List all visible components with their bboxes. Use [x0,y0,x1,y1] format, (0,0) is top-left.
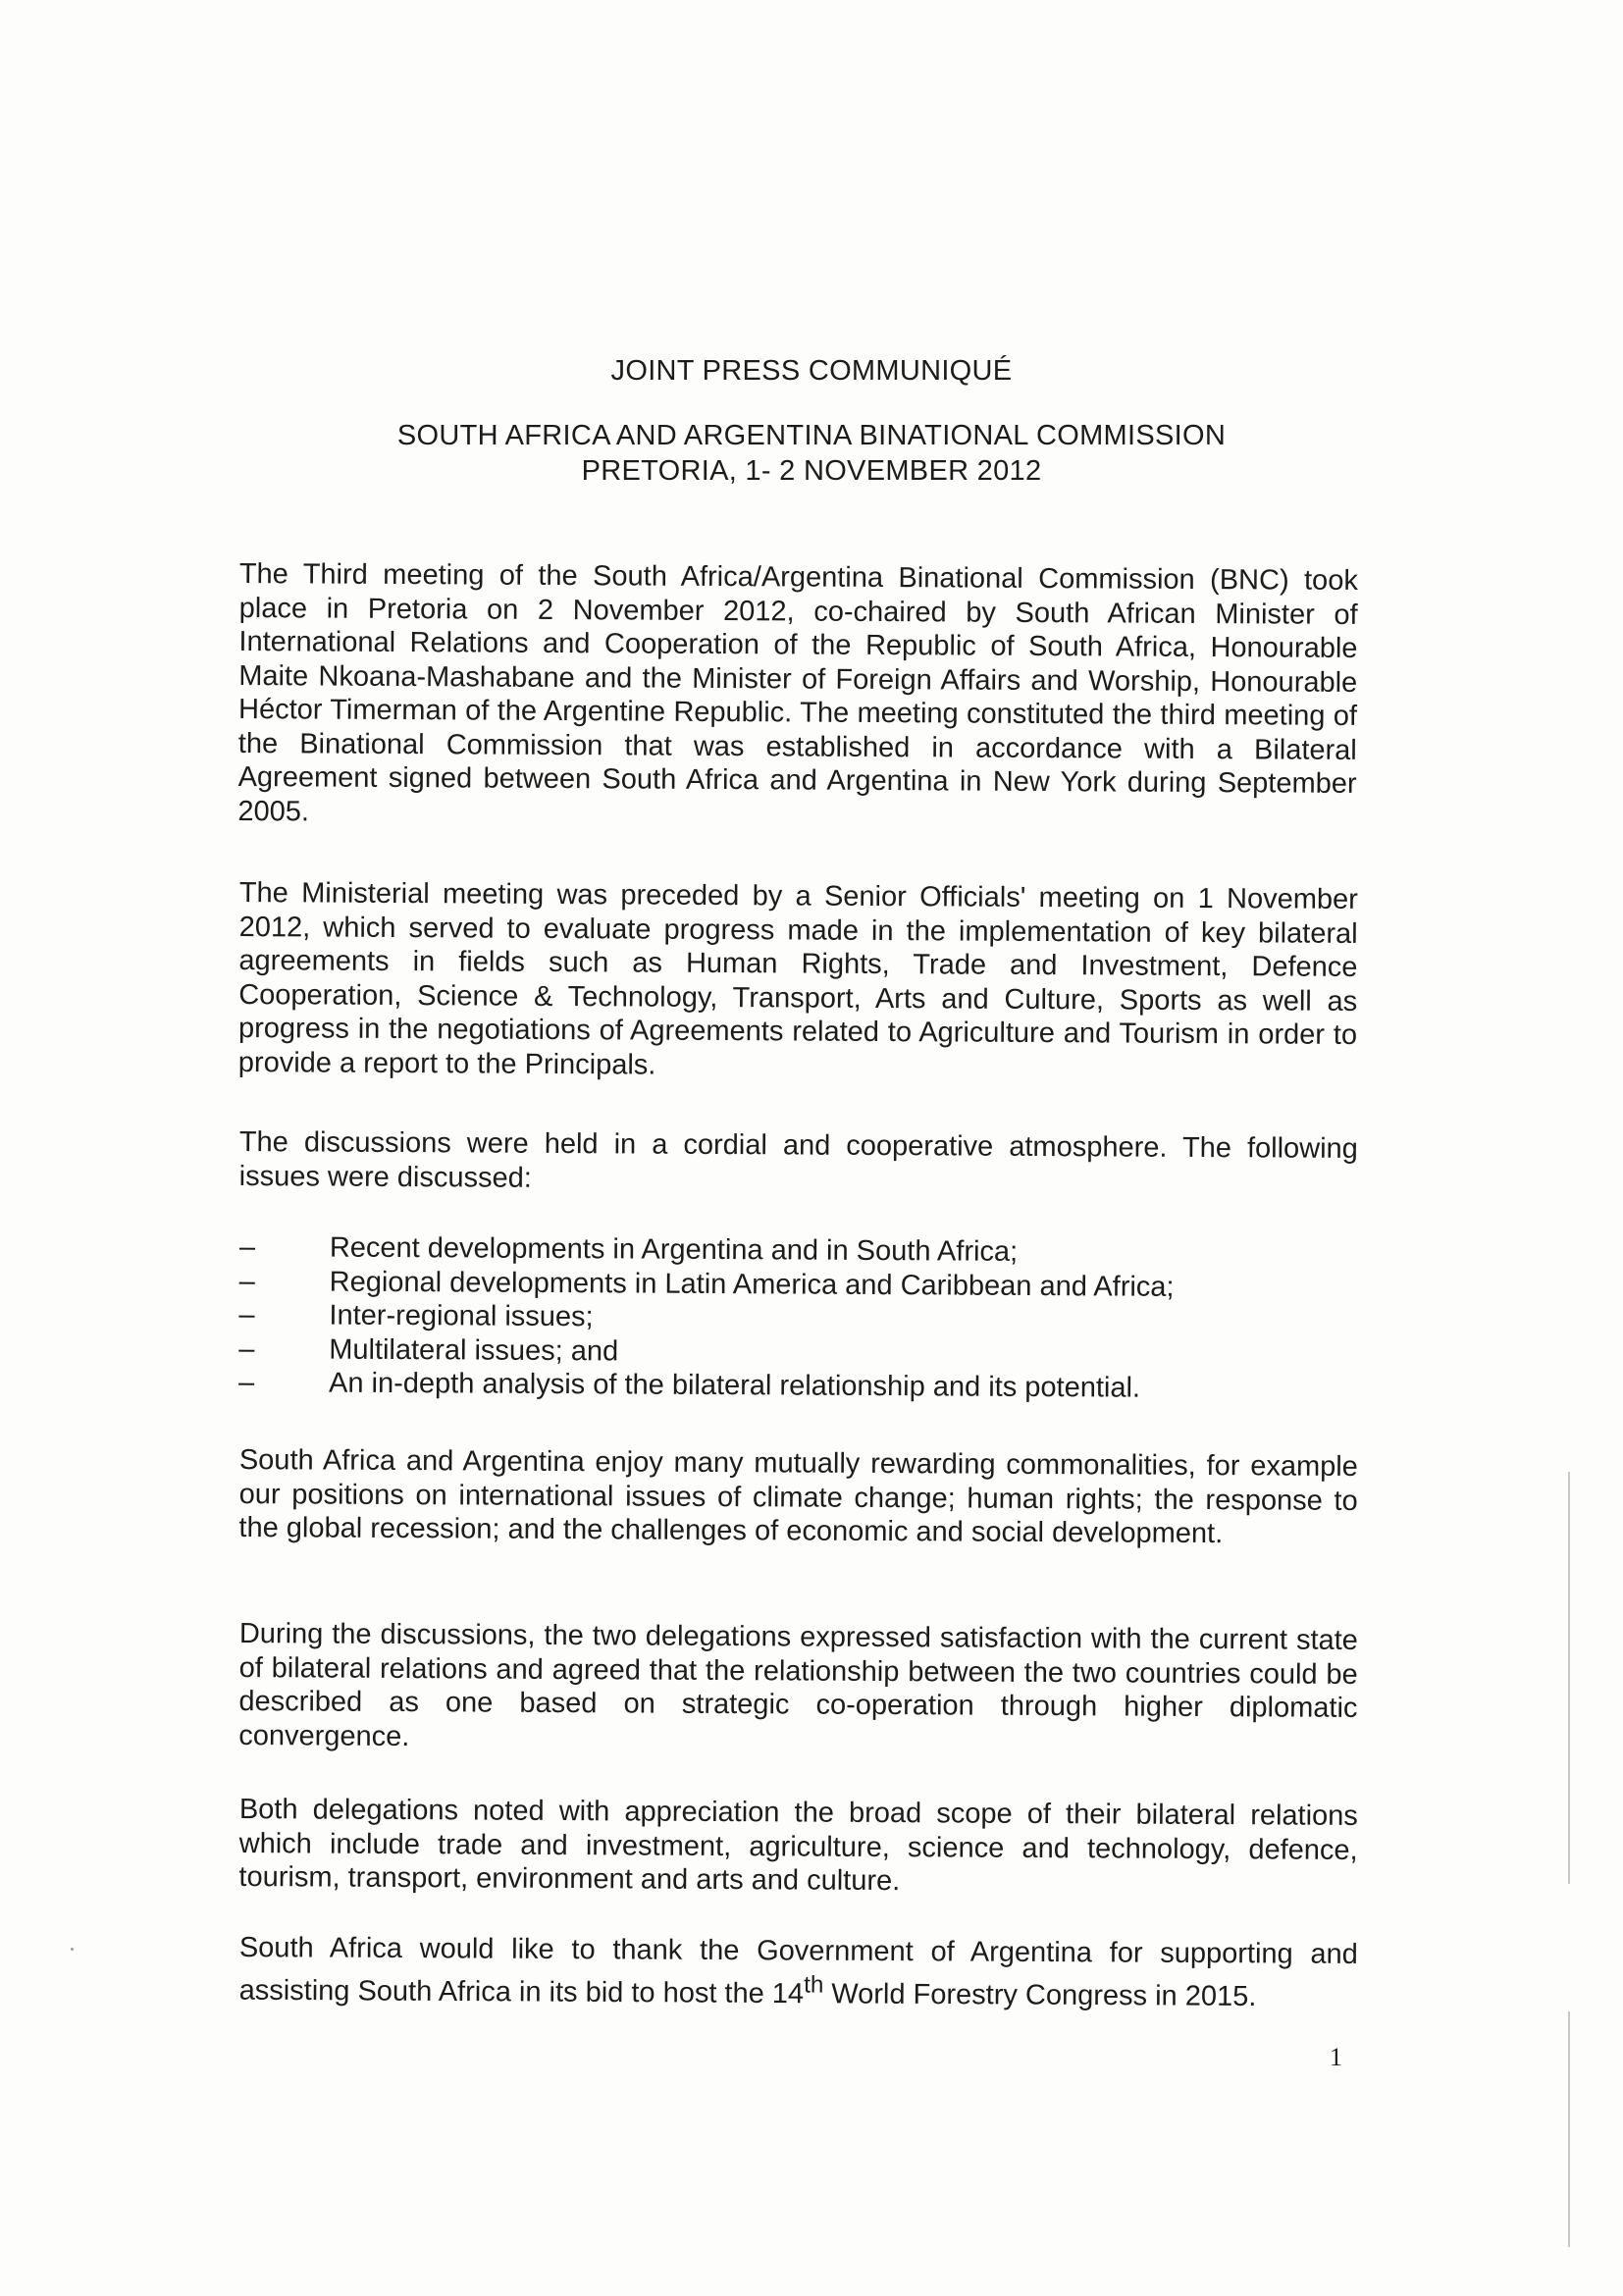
dash-bullet: – [237,1367,255,1399]
scan-edge-line [1568,2011,1570,2247]
ordinal-suffix: th [804,1971,824,1999]
list-item-text: Inter-regional issues; [329,1299,594,1333]
discussion-issues-list [235,1230,1364,1407]
paragraph-discussions-intro: The discussions were held in a cordial and cooperative atmosphere. The following issues were discussed: [238,1126,1358,1194]
paragraph-commonalities: South Africa and Argentina enjoy many mutually rewarding commonalities, for example our positions on international issues of climate change; human rights; the response to the global recession; and the challenges of economic and social development. [238,1444,1358,1550]
forestry-text-end: World Forestry Congress in 2015. [823,1977,1257,2012]
scan-speck [71,1948,74,1951]
list-item-text: An in-depth analysis of the bilateral relationship and its potential. [328,1367,1141,1404]
list-item [235,1366,1363,1407]
list-item-text: Regional developments in Latin America and Caribbean and Africa; [329,1266,1175,1303]
paragraph-forestry-congress [239,1931,1358,2014]
list-item-text: Multilateral issues; and [329,1333,619,1367]
paragraph-meeting-overview: The Third meeting of the South Africa/Argentina Binational Commission (BNC) took place in Pretoria on 2 November 2012, co-chaired by South African Minister of International Relations and Cooperation of the Republic of South Africa, Honourable Maite Nkoana-Mashabane and the Minister of Foreign Affairs and Worship, Honourable Héctor Timerman of the Argentine Republic. The meeting constituted the third meeting of the Binational Commission that was established in accordance with a Bilateral Agreement signed between South Africa and Argentina in New York during September 2005. [237,558,1358,827]
location-date-heading: PRETORIA, 1- 2 NOVEMBER 2012 [581,455,1042,487]
paragraph-senior-officials: The Ministerial meeting was preceded by a Senior Officials' meeting on 1 November 2012, which served to evaluate progress made in the implementation of key bilateral agreements in fields such as Human Rights, Trade and Investment, Defence Cooperation, Science & Technology, Transport, Arts and Culture, Sports as well as progress in the negotiations of Agreements related to Agriculture and Tourism in order to provide a report to the Principals. [237,877,1358,1081]
page-number: 1 [1330,2043,1342,2071]
list-item-text: Recent developments in Argentina and in South Africa; [329,1231,1019,1268]
communique-title: JOINT PRESS COMMUNIQUÉ [610,355,1013,387]
paragraph-scope: Both delegations noted with appreciation the broad scope of their bilateral relations which include trade and investment, agriculture, science and technology, defence, tourism, transport, environment and arts and culture. [238,1794,1358,1898]
forestry-text-start: South Africa would like to thank the Government of Argentina for supporting and assisting South Africa in its bid to host the 14 [238,1932,1358,2009]
dash-bullet: – [238,1265,255,1297]
dash-bullet: – [238,1332,255,1365]
dash-bullet: – [238,1231,256,1264]
commission-heading: SOUTH AFRICA AND ARGENTINA BINATIONAL COMMISSION [396,420,1227,451]
dash-bullet: – [238,1299,255,1331]
scan-edge-line [1568,1472,1570,1884]
paragraph-bilateral-relations: During the discussions, the two delegations expressed satisfaction with the current state of bilateral relations and agreed that the relationship between the two countries could be described as one based on strategic co-operation through higher diplomatic convergence. [238,1618,1358,1752]
